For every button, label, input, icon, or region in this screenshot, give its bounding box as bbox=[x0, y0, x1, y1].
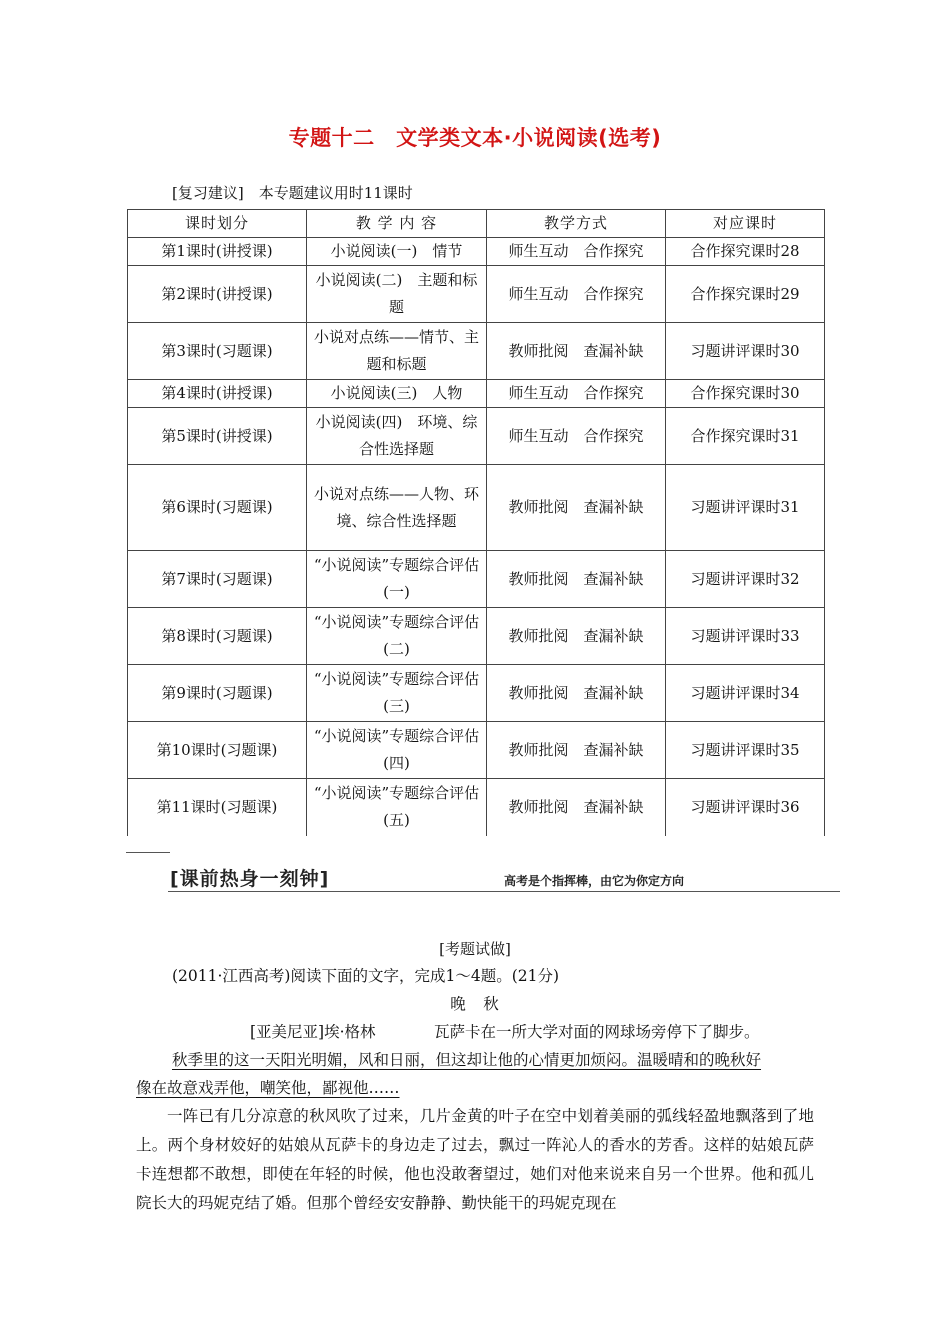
cell-content: “小说阅读”专题综合评估(一) bbox=[307, 551, 487, 608]
cell-content: “小说阅读”专题综合评估(四) bbox=[307, 722, 487, 779]
underlined-sentence-line2: 像在故意戏弄他，嘲笑他，鄙视他…… bbox=[136, 1079, 400, 1097]
table-row bbox=[128, 266, 825, 323]
table-row bbox=[128, 323, 825, 380]
cell-session: 第11课时(习题课) bbox=[128, 779, 307, 836]
table-row bbox=[128, 722, 825, 779]
table-row bbox=[128, 408, 825, 465]
cell-content: 小说阅读(三) 人物 bbox=[307, 380, 487, 408]
header-lesson: 对应课时 bbox=[666, 210, 825, 238]
story-opening: 瓦萨卡在一所大学对面的网球场旁停下了脚步。 bbox=[434, 1023, 760, 1041]
cell-method: 教师批阅 查漏补缺 bbox=[487, 608, 666, 665]
cell-method: 教师批阅 查漏补缺 bbox=[487, 465, 666, 551]
banner-title: [课前热身一刻钟] bbox=[170, 868, 330, 890]
cell-content: “小说阅读”专题综合评估(二) bbox=[307, 608, 487, 665]
cell-session: 第9课时(习题课) bbox=[128, 665, 307, 722]
cell-lesson: 习题讲评课时35 bbox=[666, 722, 825, 779]
cell-lesson: 习题讲评课时30 bbox=[666, 323, 825, 380]
cell-method: 师生互动 合作探究 bbox=[487, 408, 666, 465]
table-header-row bbox=[128, 210, 825, 238]
cell-method: 教师批阅 查漏补缺 bbox=[487, 722, 666, 779]
question-intro: (2011·江西高考)阅读下面的文字，完成1～4题。(21分) bbox=[172, 967, 560, 985]
cell-lesson: 合作探究课时31 bbox=[666, 408, 825, 465]
header-method: 教学方式 bbox=[487, 210, 666, 238]
schedule-table bbox=[127, 209, 825, 836]
cell-content: 小说对点练——人物、环境、综合性选择题 bbox=[307, 465, 487, 551]
cell-lesson: 习题讲评课时34 bbox=[666, 665, 825, 722]
cell-lesson: 合作探究课时28 bbox=[666, 238, 825, 266]
cell-lesson: 合作探究课时30 bbox=[666, 380, 825, 408]
cell-content: 小说阅读(一) 情节 bbox=[307, 238, 487, 266]
table-row bbox=[128, 551, 825, 608]
cell-method: 师生互动 合作探究 bbox=[487, 238, 666, 266]
cell-method: 教师批阅 查漏补缺 bbox=[487, 323, 666, 380]
cell-lesson: 习题讲评课时32 bbox=[666, 551, 825, 608]
table-row bbox=[128, 779, 825, 836]
cell-lesson: 习题讲评课时31 bbox=[666, 465, 825, 551]
cell-method: 师生互动 合作探究 bbox=[487, 266, 666, 323]
cell-lesson: 合作探究课时29 bbox=[666, 266, 825, 323]
underlined-sentence-line1: 秋季里的这一天阳光明媚，风和日丽，但这却让他的心情更加烦闷。温暖晴和的晚秋好 bbox=[172, 1051, 762, 1069]
divider bbox=[126, 852, 170, 853]
cell-lesson: 习题讲评课时36 bbox=[666, 779, 825, 836]
cell-session: 第7课时(习题课) bbox=[128, 551, 307, 608]
warmup-banner bbox=[168, 864, 840, 894]
cell-session: 第8课时(习题课) bbox=[128, 608, 307, 665]
cell-content: “小说阅读”专题综合评估(五) bbox=[307, 779, 487, 836]
table-row bbox=[128, 380, 825, 408]
cell-lesson: 习题讲评课时33 bbox=[666, 608, 825, 665]
cell-method: 教师批阅 查漏补缺 bbox=[487, 665, 666, 722]
table-row bbox=[128, 608, 825, 665]
header-session: 课时划分 bbox=[128, 210, 307, 238]
cell-session: 第1课时(讲授课) bbox=[128, 238, 307, 266]
cell-content: 小说对点练——情节、主题和标题 bbox=[307, 323, 487, 380]
cell-session: 第4课时(讲授课) bbox=[128, 380, 307, 408]
table-row bbox=[128, 238, 825, 266]
section-label: [考题试做] bbox=[439, 940, 511, 958]
story-paragraph: 一阵已有几分凉意的秋风吹了过来，几片金黄的叶子在空中划着美丽的弧线轻盈地飘落到了地上。两个身材姣好的姑娘从瓦萨卡的身边走了过去，飘过一阵沁人的香水的芳香。这样的姑娘瓦萨卡连想都不敢想，即使在年轻的时候，他也没敢奢望过，她们对他来说来自另一个世界。他和孤儿院长大的玛妮克结了婚。但那个曾经安安静静、勤快能干的玛妮克现在 bbox=[136, 1107, 814, 1212]
cell-content: “小说阅读”专题综合评估(三) bbox=[307, 665, 487, 722]
cell-session: 第10课时(习题课) bbox=[128, 722, 307, 779]
review-advice: [复习建议] 本专题建议用时11课时 bbox=[172, 184, 413, 202]
cell-method: 教师批阅 查漏补缺 bbox=[487, 551, 666, 608]
story-title: 晚 秋 bbox=[450, 995, 500, 1013]
cell-method: 师生互动 合作探究 bbox=[487, 380, 666, 408]
header-content: 教 学 内 容 bbox=[307, 210, 487, 238]
table-row bbox=[128, 665, 825, 722]
cell-session: 第6课时(习题课) bbox=[128, 465, 307, 551]
cell-method: 教师批阅 查漏补缺 bbox=[487, 779, 666, 836]
divider bbox=[168, 891, 840, 892]
cell-content: 小说阅读(二) 主题和标题 bbox=[307, 266, 487, 323]
banner-slogan: 高考是个指挥棒，由它为你定方向 bbox=[504, 874, 685, 888]
page-title: 专题十二 文学类文本·小说阅读(选考) bbox=[288, 126, 662, 150]
cell-session: 第5课时(讲授课) bbox=[128, 408, 307, 465]
cell-content: 小说阅读(四) 环境、综合性选择题 bbox=[307, 408, 487, 465]
cell-session: 第2课时(讲授课) bbox=[128, 266, 307, 323]
cell-session: 第3课时(习题课) bbox=[128, 323, 307, 380]
story-author: [亚美尼亚]埃·格林 bbox=[250, 1023, 376, 1041]
table-row bbox=[128, 465, 825, 551]
